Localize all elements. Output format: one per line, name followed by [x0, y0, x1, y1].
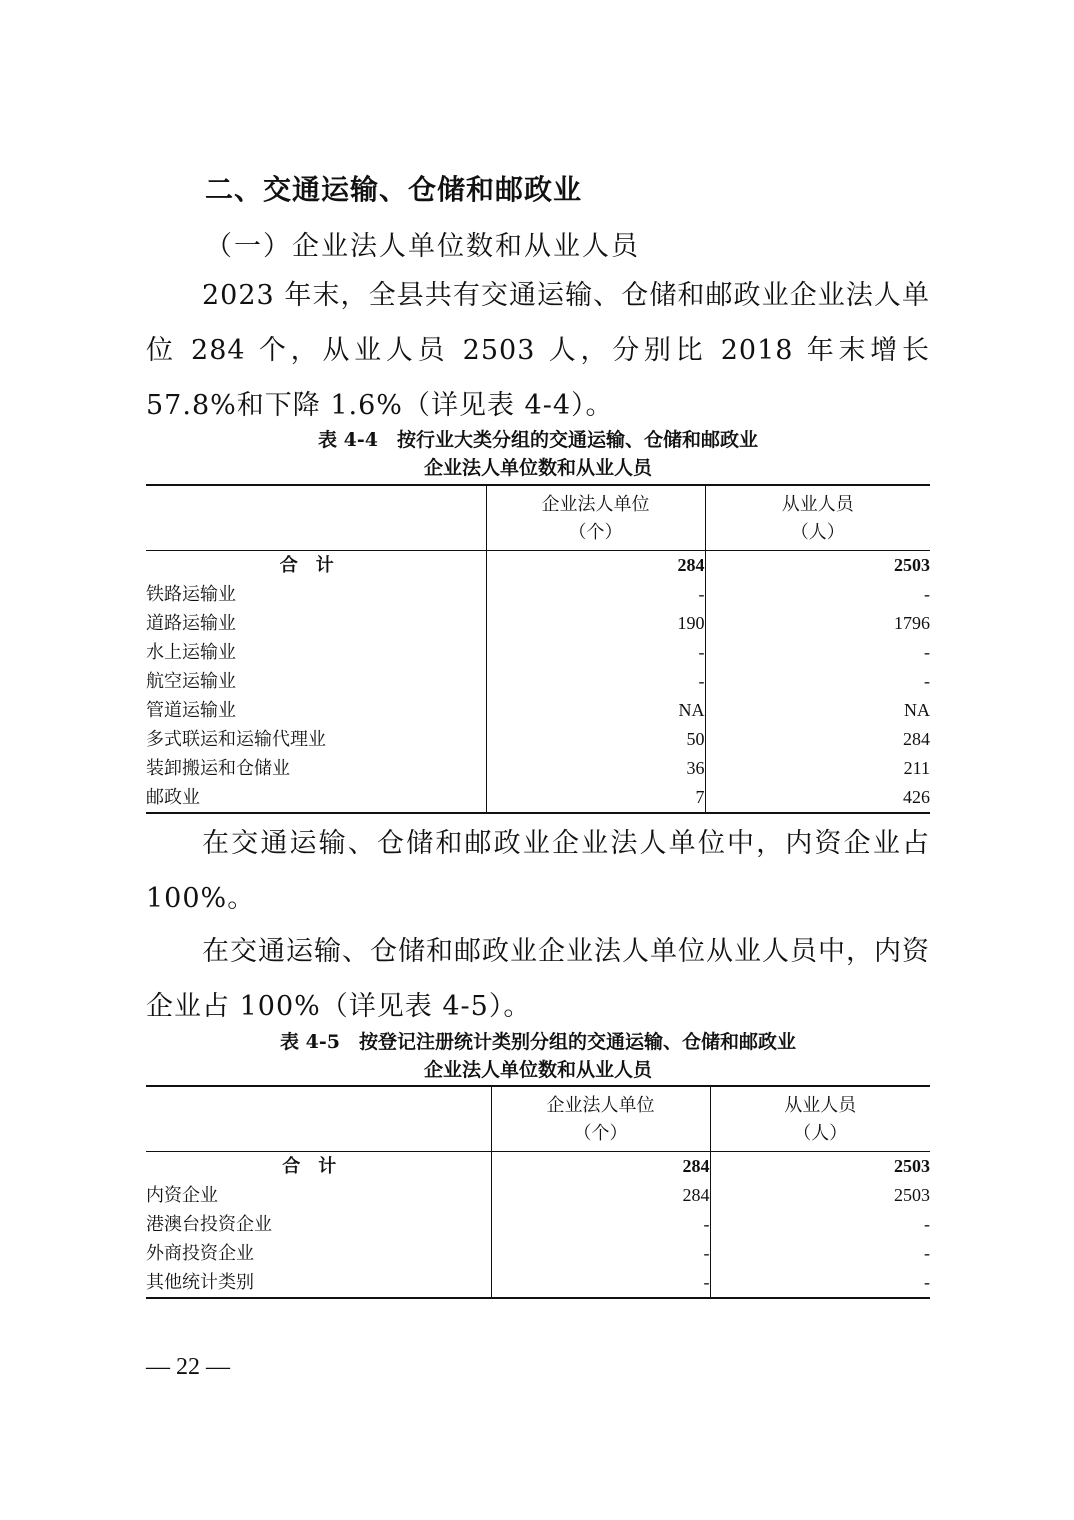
row-units: - — [491, 1268, 710, 1298]
row-employees: 2503 — [894, 555, 930, 575]
row-employees: 426 — [903, 787, 930, 807]
header-employees — [705, 485, 930, 551]
page-number: — 22 — — [146, 1354, 230, 1380]
table-header-row — [146, 485, 930, 551]
row-employees: - — [924, 642, 930, 662]
caption-line: 表 4-5 按登记注册统计类别分组的交通运输、仓储和邮政业 — [280, 1031, 796, 1053]
table-row — [146, 1181, 930, 1210]
header-blank — [146, 485, 486, 551]
row-employees: - — [924, 1214, 930, 1234]
table-row — [146, 609, 930, 638]
row-label: 管道运输业 — [146, 696, 486, 725]
row-employees: 1796 — [894, 613, 930, 633]
row-label: 道路运输业 — [146, 609, 486, 638]
table-row — [146, 754, 930, 783]
table-row — [146, 667, 930, 696]
row-employees: 2503 — [894, 1156, 930, 1176]
row-label: 多式联运和运输代理业 — [146, 725, 486, 754]
row-employees: NA — [904, 700, 930, 720]
table-total-row — [146, 1152, 930, 1182]
table-row — [146, 580, 930, 609]
row-units: - — [491, 1210, 710, 1239]
row-label: 航空运输业 — [146, 667, 486, 696]
row-employees: - — [924, 1272, 930, 1292]
header-employees-unit: （人） — [790, 522, 845, 542]
header-units-unit: （个） — [568, 522, 623, 542]
header-units — [486, 485, 705, 551]
header-units-label: 企业法人单位 — [546, 1095, 655, 1115]
row-units: 50 — [486, 725, 705, 754]
table-4-5 — [146, 1085, 930, 1299]
header-units-label: 企业法人单位 — [541, 494, 650, 514]
table-row — [146, 1210, 930, 1239]
table-total-row — [146, 551, 930, 581]
header-employees-label: 从业人员 — [784, 1095, 857, 1115]
row-employees: 2503 — [894, 1185, 930, 1205]
row-label: 邮政业 — [146, 783, 486, 813]
table-row — [146, 696, 930, 725]
row-employees: - — [924, 1243, 930, 1263]
row-employees: 284 — [903, 729, 930, 749]
row-label: 合计 — [146, 551, 486, 581]
row-label: 港澳台投资企业 — [146, 1210, 491, 1239]
header-employees-unit: （人） — [793, 1123, 848, 1143]
row-label: 外商投资企业 — [146, 1239, 491, 1268]
row-employees: - — [924, 584, 930, 604]
row-units: - — [491, 1239, 710, 1268]
row-employees: - — [924, 671, 930, 691]
table-4-4-caption — [146, 426, 930, 482]
row-units: 284 — [486, 551, 705, 581]
table-row — [146, 1268, 930, 1298]
row-units: 284 — [491, 1181, 710, 1210]
row-units: 284 — [491, 1152, 710, 1182]
paragraph-domestic-units: 在交通运输、仓储和邮政业企业法人单位中，内资企业占 100%。 — [146, 828, 930, 914]
row-units: NA — [486, 696, 705, 725]
header-employees-label: 从业人员 — [781, 494, 854, 514]
row-units: - — [486, 580, 705, 609]
header-units-unit: （个） — [573, 1123, 628, 1143]
table-row — [146, 725, 930, 754]
table-header-row — [146, 1086, 930, 1152]
paragraph-domestic-employees: 在交通运输、仓储和邮政业企业法人单位从业人员中，内资企业占 100%（详见表 4-5）。 — [146, 936, 930, 1022]
paragraph-summary: 2023 年末，全县共有交通运输、仓储和邮政业企业法人单位 284 个，从业人员 2503 人，分别比 2018 年末增长 57.8%和下降 1.6%（详见表 4-4）。 — [146, 280, 930, 421]
row-units: - — [486, 638, 705, 667]
row-units: 7 — [486, 783, 705, 813]
caption-line: 企业法人单位数和从业人员 — [423, 457, 652, 479]
caption-line: 表 4-4 按行业大类分组的交通运输、仓储和邮政业 — [318, 429, 758, 451]
row-label: 合计 — [146, 1152, 491, 1182]
row-label: 装卸搬运和仓储业 — [146, 754, 486, 783]
subsection-title: （一）企业法人单位数和从业人员 — [205, 231, 640, 262]
header-units — [491, 1086, 710, 1152]
row-label: 水上运输业 — [146, 638, 486, 667]
row-label: 内资企业 — [146, 1181, 491, 1210]
table-row — [146, 783, 930, 813]
row-employees: 211 — [903, 758, 930, 778]
table-row — [146, 1239, 930, 1268]
table-row — [146, 638, 930, 667]
row-units: 36 — [486, 754, 705, 783]
header-blank — [146, 1086, 491, 1152]
section-title: 二、交通运输、仓储和邮政业 — [205, 173, 583, 206]
row-units: 190 — [486, 609, 705, 638]
header-employees — [710, 1086, 930, 1152]
row-label: 其他统计类别 — [146, 1268, 491, 1298]
row-label: 铁路运输业 — [146, 580, 486, 609]
row-units: - — [486, 667, 705, 696]
table-4-5-caption — [146, 1028, 930, 1084]
table-4-4 — [146, 484, 930, 814]
caption-line: 企业法人单位数和从业人员 — [423, 1059, 652, 1081]
